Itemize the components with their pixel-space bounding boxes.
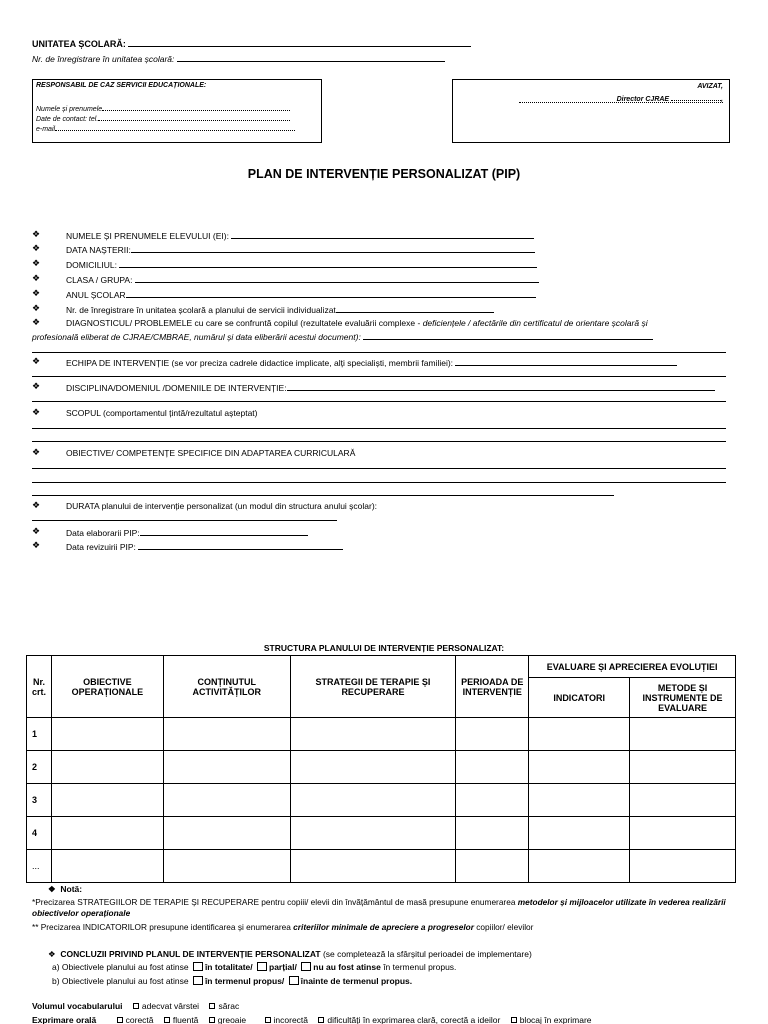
- checkbox[interactable]: [164, 1017, 170, 1023]
- table-cell[interactable]: [456, 718, 529, 751]
- table-cell[interactable]: [51, 751, 163, 784]
- field-data-revizuirii[interactable]: Data revizuirii PIP:: [66, 541, 343, 552]
- note-1: *Precizarea STRATEGIILOR DE TERAPIE ȘI RECUPERARE pentru copiii/ elevii din învățământul de masă presupune enumerarea metodelor și mijloacelor utilizate în vederea realizării obiectivelor operaționale: [32, 897, 726, 918]
- th-perioada: PERIOADA DE INTERVENȚIE: [456, 656, 529, 718]
- nr-inregistrare-label: Nr. de înregistrare în unitatea școlară:: [32, 53, 445, 64]
- row-number: 2: [27, 751, 52, 784]
- table-cell[interactable]: [290, 784, 456, 817]
- diamond-bullet-icon: ❖: [32, 356, 41, 366]
- field-nume-elev[interactable]: NUMELE ȘI PRENUMELE ELEVULUI (EI):: [66, 230, 534, 241]
- diamond-bullet-icon: ❖: [32, 288, 41, 298]
- vocabular-row: Volumul vocabularului adecvat vârstei sărac: [32, 1001, 240, 1011]
- field-domiciliul[interactable]: DOMICILIUL:: [66, 259, 537, 270]
- checkbox[interactable]: [193, 962, 203, 971]
- table-cell[interactable]: [529, 784, 630, 817]
- th-indicatori: INDICATORI: [529, 678, 630, 718]
- diamond-bullet-icon: ❖: [32, 526, 41, 536]
- checkbox[interactable]: [511, 1017, 517, 1023]
- field-obiective: OBIECTIVE/ COMPETENȚE SPECIFICE DIN ADAPTAREA CURRICULARĂ: [66, 448, 356, 458]
- diamond-bullet-icon: ❖: [32, 258, 41, 268]
- checkbox[interactable]: [318, 1017, 324, 1023]
- diamond-bullet-icon: ❖: [32, 229, 41, 239]
- field-durata: DURATA planului de intervenție personalizat (un modul din structura anului școlar):: [66, 501, 378, 511]
- table-cell[interactable]: [163, 751, 290, 784]
- table-cell[interactable]: [529, 850, 630, 883]
- table-row: [27, 850, 736, 883]
- diamond-bullet-icon: ❖: [32, 407, 41, 417]
- diamond-bullet-icon: ❖: [32, 303, 41, 313]
- table-cell[interactable]: [163, 817, 290, 850]
- responsabil-email[interactable]: e-mail: [36, 124, 295, 133]
- avizat-title: AVIZAT,: [697, 83, 723, 90]
- row-number: 3: [27, 784, 52, 817]
- checkbox[interactable]: [209, 1003, 215, 1009]
- write-line[interactable]: [32, 520, 337, 521]
- diamond-bullet-icon: ❖: [32, 500, 41, 510]
- table-cell[interactable]: [290, 817, 456, 850]
- table-cell[interactable]: [163, 718, 290, 751]
- write-line[interactable]: [32, 376, 726, 377]
- concluzii-b: b) Obiectivele planului au fost atinse în termenul propus/ înainte de termenul propus.: [52, 976, 413, 986]
- diamond-bullet-icon: ❖: [48, 884, 56, 894]
- field-disciplina[interactable]: DISCIPLINA/DOMENIUL /DOMENIILE DE INTERVENȚIE:: [66, 382, 715, 393]
- row-number: ...: [27, 850, 52, 883]
- table-cell[interactable]: [456, 850, 529, 883]
- table-cell[interactable]: [529, 751, 630, 784]
- row-number: 4: [27, 817, 52, 850]
- table-cell[interactable]: [630, 751, 736, 784]
- table-cell[interactable]: [290, 751, 456, 784]
- th-strategii: STRATEGII DE TERAPIE ȘI RECUPERARE: [290, 656, 456, 718]
- concluzii-a: a) Obiectivele planului au fost atinse în totalitate/ parțial/ nu au fost atinse în termenul propus.: [52, 962, 457, 972]
- exprimare-row: Exprimare orală corectă fluentă greoaie incorectă dificultăți în exprimarea clară, corectă a ideilor blocaj în exprimare: [32, 1015, 592, 1024]
- table-cell[interactable]: [456, 817, 529, 850]
- unitate-label: UNITATEA ȘCOLARĂ:: [32, 38, 471, 49]
- table-cell[interactable]: [51, 817, 163, 850]
- table-cell[interactable]: [529, 718, 630, 751]
- concluzii-title: ❖ CONCLUZII PRIVIND PLANUL DE INTERVENȚIE PERSONALIZAT (se completează la sfârșitul perioadei de implementare): [48, 949, 532, 959]
- th-nr-crt: Nr. crt.: [27, 656, 52, 718]
- field-diagnosticul[interactable]: DIAGNOSTICUL/ PROBLEMELE cu care se confruntă copilul (rezultatele evaluării complexe - deficiențele / afectările din certificatul de orientare școlară și: [66, 318, 648, 328]
- table-cell[interactable]: [630, 784, 736, 817]
- responsabil-nume[interactable]: Numele și prenumele: [36, 104, 290, 113]
- table-cell[interactable]: [163, 850, 290, 883]
- checkbox[interactable]: [257, 962, 267, 971]
- table-row: [27, 718, 736, 751]
- th-continutul: CONȚINUTUL ACTIVITĂȚILOR: [163, 656, 290, 718]
- write-line[interactable]: [32, 495, 614, 496]
- field-diagnosticul-cont[interactable]: profesională eliberat de CJRAE/CMBRAE, numărul și data eliberării acestui document):: [32, 331, 653, 342]
- director-label: Director CJRAE ,: [616, 96, 723, 103]
- table-cell[interactable]: [630, 817, 736, 850]
- write-line[interactable]: [32, 428, 726, 429]
- write-line[interactable]: [32, 468, 726, 469]
- write-line[interactable]: [32, 441, 726, 442]
- write-line[interactable]: [32, 352, 726, 353]
- checkbox[interactable]: [193, 976, 203, 985]
- th-obiective: OBIECTIVE OPERAȚIONALE: [51, 656, 163, 718]
- responsabil-contact[interactable]: Date de contact: tel.: [36, 114, 290, 123]
- pip-structure-table: [26, 655, 736, 883]
- field-echipa[interactable]: ECHIPA DE INTERVENȚIE (se vor preciza cadrele didactice implicate, alți specialiști, membrii familiei):: [66, 357, 677, 368]
- note-title: ❖ Notă:: [48, 884, 83, 894]
- nr-inregistrare-input-line[interactable]: [177, 53, 445, 62]
- table-cell[interactable]: [456, 784, 529, 817]
- table-cell[interactable]: [630, 850, 736, 883]
- field-data-nasterii[interactable]: DATA NAȘTERII:: [66, 244, 535, 255]
- field-nr-inregistrare-plan[interactable]: Nr. de înregistrare în unitatea școlară a planului de servicii individualizat: [66, 304, 494, 315]
- field-anul-scolar[interactable]: ANUL ȘCOLAR: [66, 289, 536, 300]
- field-data-elaborarii[interactable]: Data elaborarii PIP:: [66, 527, 308, 538]
- responsabil-title: RESPONSABIL DE CAZ SERVICII EDUCAȚIONALE:: [36, 82, 207, 89]
- table-cell[interactable]: [51, 850, 163, 883]
- avizat-box: [452, 79, 730, 143]
- table-cell[interactable]: [163, 784, 290, 817]
- diamond-bullet-icon: ❖: [32, 317, 41, 327]
- page-title: PLAN DE INTERVENȚIE PERSONALIZAT (PIP): [247, 167, 521, 181]
- note-2: ** Precizarea INDICATORILOR presupune identificarea și enumerarea criteriilor minimale de apreciere a progreselor copiilor/ elevilor: [32, 922, 534, 932]
- field-scopul: SCOPUL (comportamentul țintă/rezultatul așteptat): [66, 408, 258, 418]
- checkbox[interactable]: [209, 1017, 215, 1023]
- unitate-input-line[interactable]: [128, 38, 471, 47]
- checkbox[interactable]: [289, 976, 299, 985]
- table-cell[interactable]: [630, 718, 736, 751]
- th-metode: METODE ȘI INSTRUMENTE DE EVALUARE: [630, 678, 736, 718]
- write-line[interactable]: [32, 401, 726, 402]
- field-clasa[interactable]: CLASA / GRUPA:: [66, 274, 539, 285]
- write-line[interactable]: [32, 482, 726, 483]
- table-row: [27, 784, 736, 817]
- diamond-bullet-icon: ❖: [32, 381, 41, 391]
- table-row: [27, 751, 736, 784]
- table-cell[interactable]: [529, 817, 630, 850]
- director-sign-line[interactable]: [519, 102, 723, 103]
- checkbox[interactable]: [265, 1017, 271, 1023]
- table-cell[interactable]: [51, 718, 163, 751]
- table-row: [27, 817, 736, 850]
- table-cell[interactable]: [51, 784, 163, 817]
- diamond-bullet-icon: ❖: [32, 273, 41, 283]
- table-caption: STRUCTURA PLANULUI DE INTERVENȚIE PERSONALIZAT:: [263, 643, 505, 653]
- diamond-bullet-icon: ❖: [32, 540, 41, 550]
- row-number: 1: [27, 718, 52, 751]
- table-cell[interactable]: [290, 718, 456, 751]
- th-evaluare: EVALUARE ȘI APRECIEREA EVOLUȚIEI: [529, 656, 736, 678]
- checkbox[interactable]: [133, 1003, 139, 1009]
- diamond-bullet-icon: ❖: [32, 447, 41, 457]
- checkbox[interactable]: [117, 1017, 123, 1023]
- checkbox[interactable]: [301, 962, 311, 971]
- diamond-bullet-icon: ❖: [48, 949, 56, 959]
- diamond-bullet-icon: ❖: [32, 243, 41, 253]
- table-cell[interactable]: [290, 850, 456, 883]
- table-cell[interactable]: [456, 751, 529, 784]
- responsabil-box: [32, 79, 322, 143]
